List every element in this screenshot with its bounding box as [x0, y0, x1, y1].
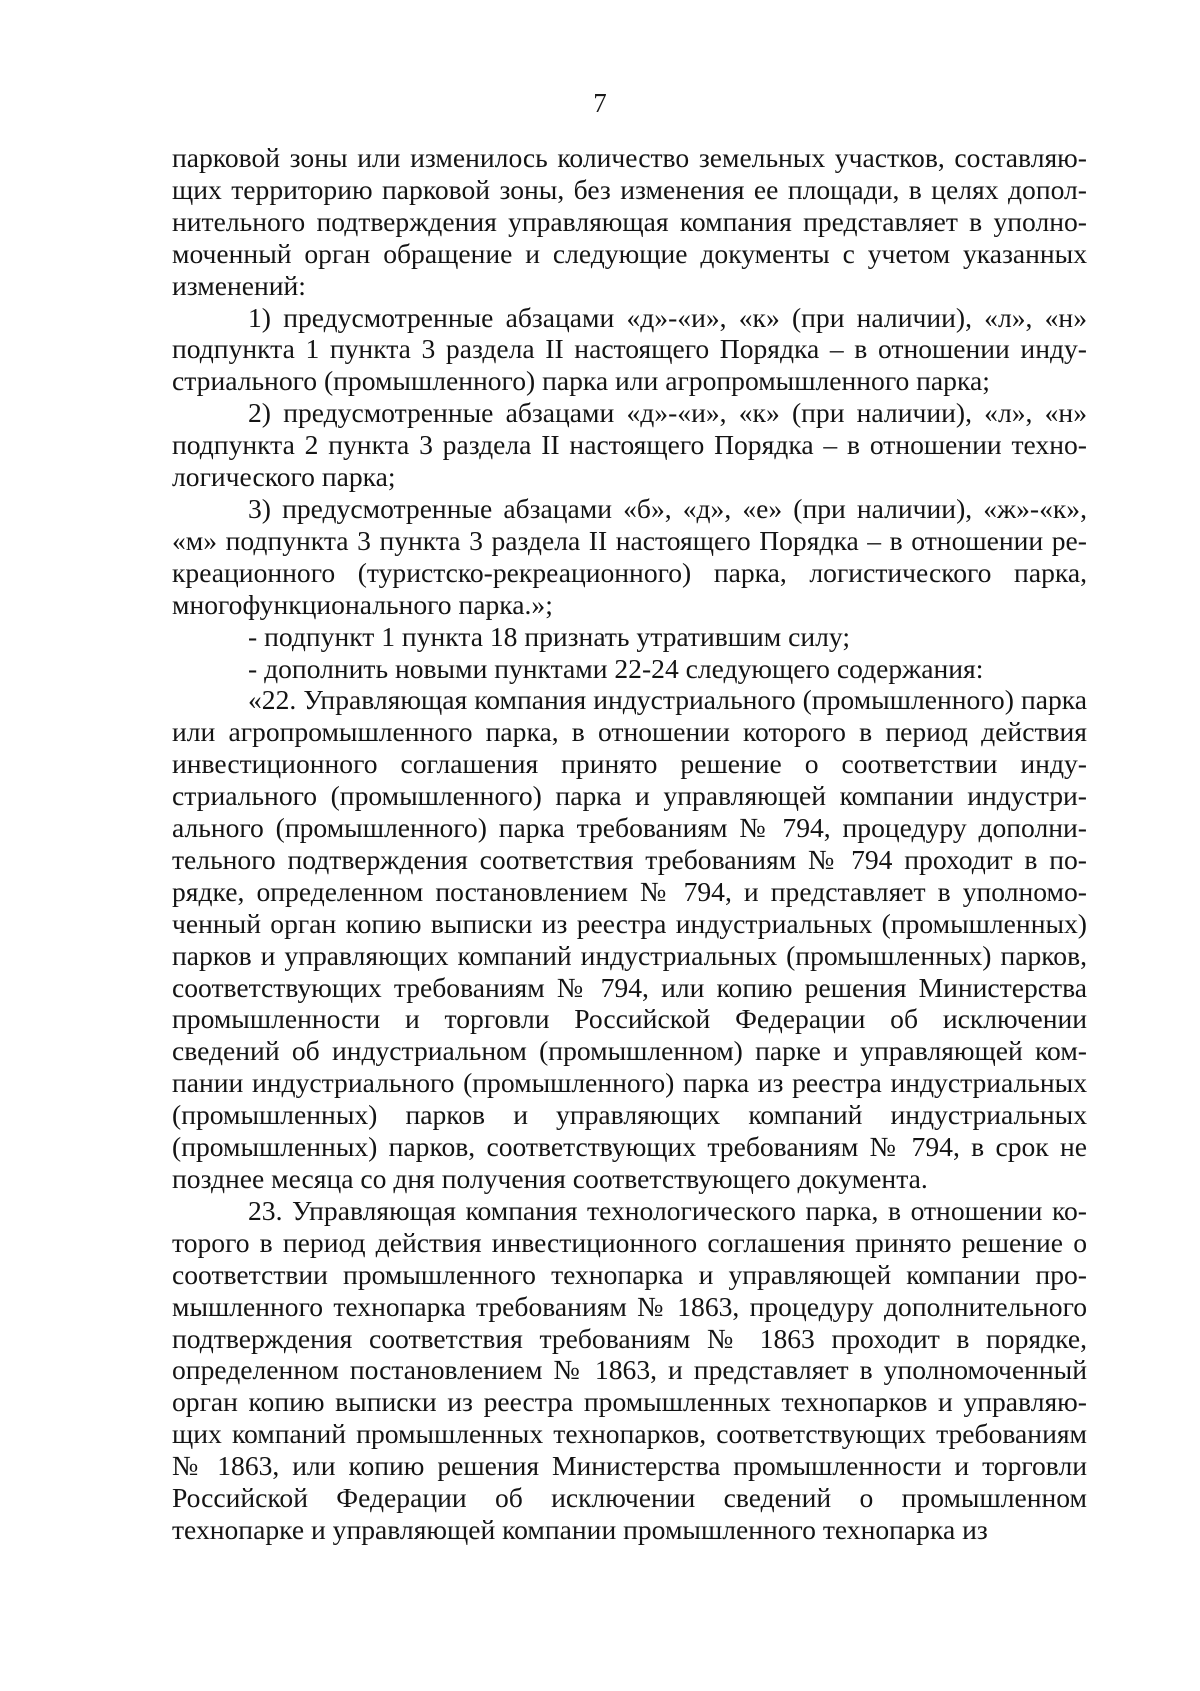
page-number: 7	[593, 88, 607, 118]
list-item-1: 1) предусмотренные абзацами «д»-«и», «к» (при наличии), «л», «н» подпункта 1 пункта 3 раздела II настоящего Порядка – в отношении индустриального (промышленного) парка или агропромышленного парка;	[172, 301, 1087, 397]
amendment-item-new-points: - дополнить новыми пунктами 22-24 следующего содержания:	[248, 652, 984, 684]
clause-23: 23. Управляющая компания технологического парка, в отношении которого в период действия инвестиционного соглашения принято решение о соответствии промышленного технопарка и управляющей компании промышленного технопарка требованиям № 1863, процедуру дополнительного подтверждения соответствия требованиям № 1863 проходит в порядке, определенном постановлением № 1863, и представляет в уполномоченный орган копию выписки из реестра промышленных технопарков и управляющих компаний промышленных технопарков, соответствующих требованиям № 1863, или копию решения Министерства промышленности и торговли Российской Федерации об исключении сведений о промышленном технопарке и управляющей компании промышленного технопарка из	[172, 1194, 1087, 1545]
clause-22: «22. Управляющая компания индустриального (промышленного) парка или агропромышленного парка, в отношении которого в период действия инвестиционного соглашения принято решение о соответствии индустриального (промышленного) парка и управляющей компании индустриального (промышленного) парка требованиям № 794, процедуру дополнительного подтверждения соответствия требованиям № 794 проходит в порядке, определенном постановлением № 794, и представляет в уполномоченный орган копию выписки из реестра индустриальных (промышленных) парков и управляющих компаний индустриальных (промышленных) парков, соответствующих требованиям № 794, или копию решения Министерства промышленности и торговли Российской Федерации об исключении сведений об индустриальном (промышленном) парке и управляющей компании индустриального (промышленного) парка из реестра индустриальных (промышленных) парков и управляющих компаний индустриальных (промышленных) парков, соответствующих требованиям № 794, в срок не позднее месяца со дня получения соответствующего документа.	[172, 684, 1087, 1194]
document-body	[172, 142, 1087, 1546]
list-item-2: 2) предусмотренные абзацами «д»-«и», «к» (при наличии), «л», «н» подпункта 2 пункта 3 раздела II настоящего Порядка – в отношении технологического парка;	[172, 397, 1087, 493]
list-item-3: 3) предусмотренные абзацами «б», «д», «е» (при наличии), «ж»-«к», «м» подпункта 3 пункта 3 раздела II настоящего Порядка – в отношении рекреационного (туристско-рекреационного) парка, логистического парка, многофункционального парка.»;	[172, 492, 1087, 620]
paragraph-continuation: парковой зоны или изменилось количество земельных участков, составляющих территорию парковой зоны, без изменения ее площади, в целях дополнительного подтверждения управляющая компания представляет в уполномоченный орган обращение и следующие документы с учетом указанных изменений:	[172, 142, 1087, 301]
amendment-item-18: - подпункт 1 пункта 18 признать утратившим силу;	[248, 620, 851, 652]
